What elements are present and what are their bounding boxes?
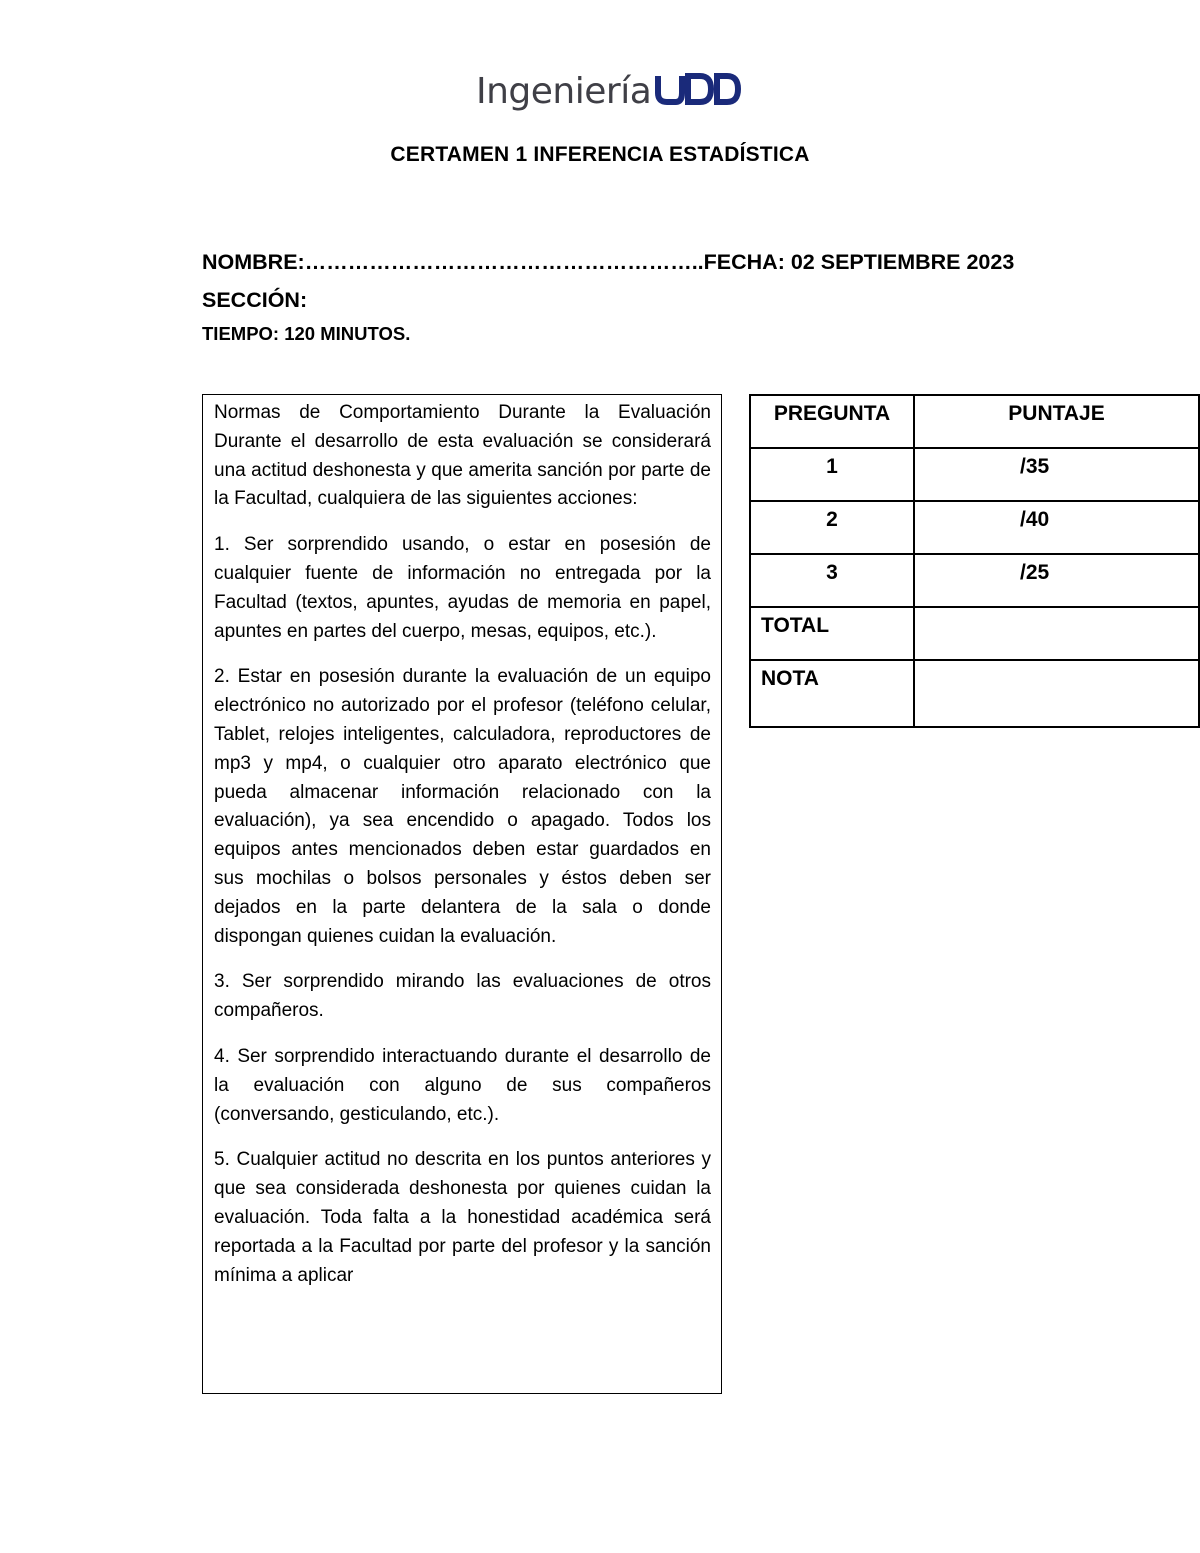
header-pregunta: PREGUNTA (750, 395, 914, 448)
rule-item: 4. Ser sorprendido interactuando durante el desarrollo de la evaluación con alguno de sus compañeros (conversando, gesticulando, etc.). (214, 1045, 711, 1125)
udd-logo-icon (654, 73, 742, 105)
question-number: 1 (750, 448, 914, 501)
time-label: TIEMPO: 120 MINUTOS. (202, 323, 411, 344)
name-date-line: NOMBRE:………………………………………………..FECHA: 02 SEPTIEMBRE 2023 (202, 250, 1015, 274)
total-label: TOTAL (750, 607, 914, 660)
section-label: SECCIÓN: (202, 288, 308, 312)
table-row (750, 501, 1199, 554)
question-points: /40 (914, 501, 1199, 554)
header-puntaje: PUNTAJE (914, 395, 1199, 448)
rule-item: 3. Ser sorprendido mirando las evaluaciones de otros compañeros. (214, 971, 711, 1022)
rule-item: 1. Ser sorprendido usando, o estar en posesión de cualquier fuente de información no entregada por la Facultad (textos, apuntes, ayudas de memoria en papel, apuntes en partes del cuerpo, mesas, equipos, etc.). (214, 534, 711, 642)
total-row (750, 607, 1199, 660)
conduct-rules-box (202, 394, 722, 1394)
exam-title: CERTAMEN 1 INFERENCIA ESTADÍSTICA (390, 143, 810, 166)
university-logo (476, 62, 742, 112)
total-value-cell (914, 607, 1199, 660)
question-number: 2 (750, 501, 914, 554)
nota-value-cell (914, 660, 1199, 727)
score-table-header (750, 395, 1199, 448)
rule-item: 2. Estar en posesión durante la evaluación de un equipo electrónico no autorizado por el profesor (teléfono celular, Tablet, relojes inteligentes, calculadora, reproductores de mp3 y mp4, o cualquier otro aparato electrónico que pueda almacenar información relacionado con la evaluación), ya sea encendido o apagado. Todos los equipos antes mencionados deben estar guardados en sus mochilas o bolsos personales y éstos deben ser dejados en la parte delantera de la sala o donde dispongan quienes cuidan la evaluación. (214, 666, 711, 947)
nota-label: NOTA (750, 660, 914, 727)
question-points: /25 (914, 554, 1199, 607)
nota-row (750, 660, 1199, 727)
table-row (750, 448, 1199, 501)
question-points: /35 (914, 448, 1199, 501)
rules-intro: Normas de Comportamiento Durante la Evaluación Durante el desarrollo de esta evaluación se considerará una actitud deshonesta y que amerita sanción por parte de la Facultad, cualquiera de las siguientes acciones: (214, 402, 711, 510)
logo-text: Ingeniería (476, 71, 652, 112)
table-row (750, 554, 1199, 607)
question-number: 3 (750, 554, 914, 607)
score-table (749, 394, 1200, 728)
rule-item: 5. Cualquier actitud no descrita en los puntos anteriores y que sea considerada deshonesta por quienes cuidan la evaluación. Toda falta a la honestidad académica será reportada a la Facultad por parte del profesor y la sanción mínima a aplicar (214, 1149, 711, 1286)
